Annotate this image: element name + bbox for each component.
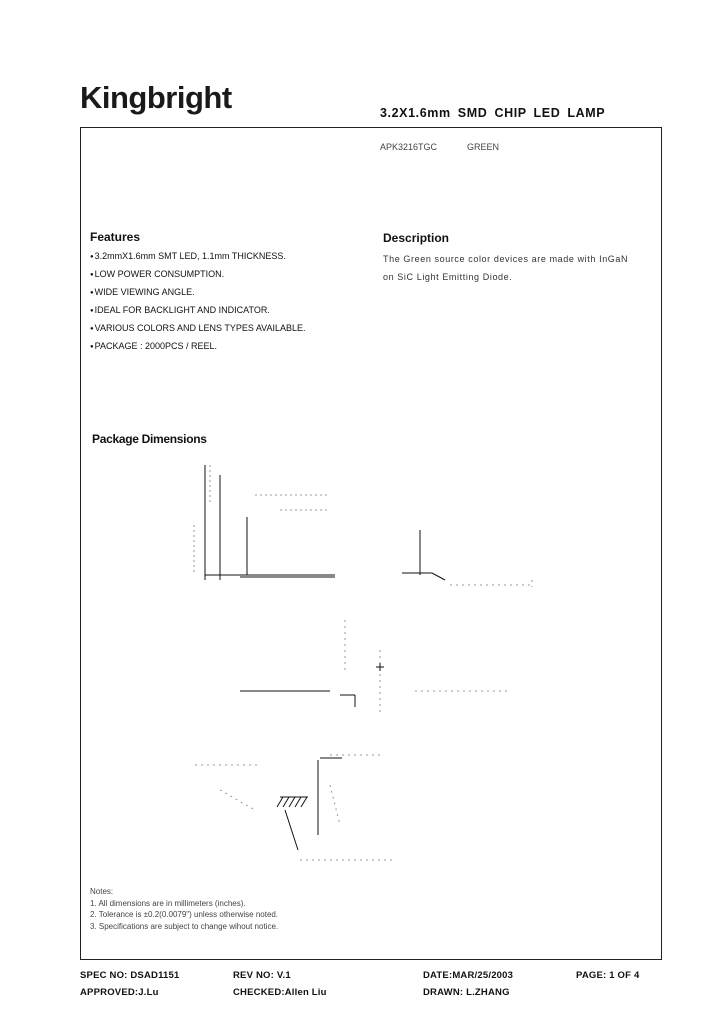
features-list — [90, 250, 306, 358]
drawn-by: DRAWN: L.ZHANG — [423, 987, 510, 998]
notes — [90, 886, 278, 932]
page-number: PAGE: 1 OF 4 — [576, 970, 640, 981]
approved-by: APPROVED:J.Lu — [80, 987, 159, 998]
features-heading: Features — [90, 230, 141, 244]
checked-by: CHECKED:Allen Liu — [233, 987, 327, 998]
spec-number: SPEC NO: DSAD1151 — [80, 970, 180, 981]
package-dimensions-heading: Package Dimensions — [92, 432, 207, 446]
description-heading: Description — [383, 231, 450, 245]
brand-logo: Kingbright — [80, 80, 232, 115]
feature-item: ● 3.2mmX1.6mm SMT LED, 1.1mm THICKNESS. — [90, 250, 306, 268]
note-item: 2. Tolerance is ±0.2(0.0079") unless otherwise noted. — [90, 910, 279, 919]
note-item: 1. All dimensions are in millimeters (inches). — [90, 898, 246, 908]
document-title: 3.2X1.6mm SMD CHIP LED LAMP — [380, 106, 606, 120]
revision-number: REV NO: V.1 — [233, 970, 291, 981]
feature-item: ● LOW POWER CONSUMPTION. — [90, 268, 306, 286]
feature-item: ● VARIOUS COLORS AND LENS TYPES AVAILABLE. — [90, 322, 306, 340]
part-number: APK3216TGC — [380, 142, 438, 152]
package-dimensions-drawing — [180, 455, 560, 875]
feature-item: ● IDEAL FOR BACKLIGHT AND INDICATOR. — [90, 304, 306, 322]
description-text: The Green source color devices are made with InGaN on SiC Light Emitting Diode. — [383, 254, 629, 282]
feature-item: ● PACKAGE : 2000PCS / REEL. — [90, 340, 306, 358]
document-date: DATE:MAR/25/2003 — [423, 970, 514, 981]
notes-heading: Notes: — [90, 887, 114, 896]
feature-item: ● WIDE VIEWING ANGLE. — [90, 286, 306, 304]
part-color: GREEN — [467, 142, 500, 152]
note-item: 3. Specifications are subject to change wihout notice. — [90, 921, 279, 931]
